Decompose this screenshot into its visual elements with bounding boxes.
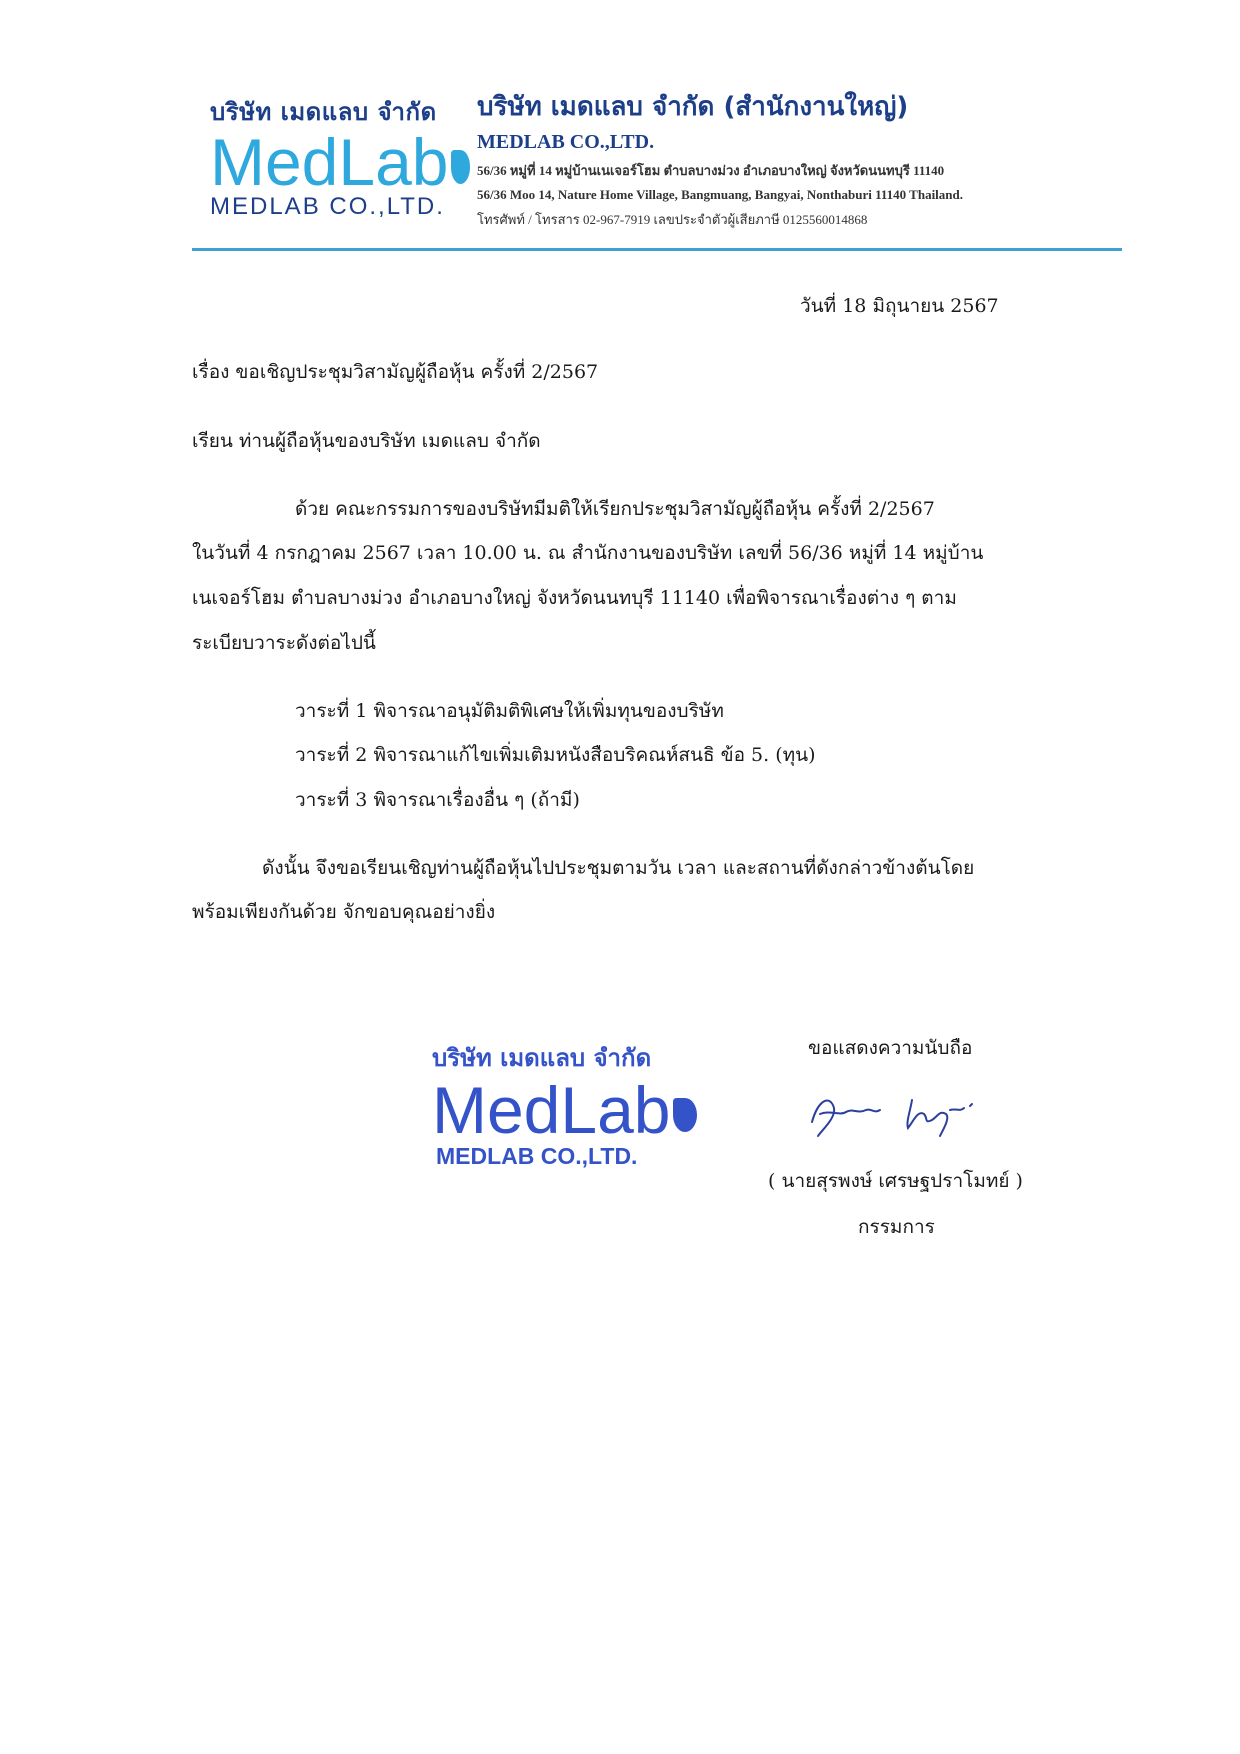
stamp-wordmark <box>432 1073 702 1147</box>
company-english-name: MEDLAB CO.,LTD. <box>477 131 655 153</box>
company-stamp <box>432 1038 702 1170</box>
drop-icon <box>451 150 470 184</box>
company-logo <box>210 92 470 221</box>
logo-english-name: MEDLAB CO.,LTD. <box>210 193 445 220</box>
address-thai: 56/36 หมู่ที่ 14 หมู่บ้านเนเจอร์โฮม ตำบลบางม่วง อำเภอบางใหญ่ จังหวัดนนทบุรี 11140 <box>477 163 945 178</box>
closing-text: ขอแสดงความนับถือ <box>808 1037 973 1059</box>
paragraph-line: พร้อมเพียงกันด้วย จักขอบคุณอย่างยิ่ง <box>192 901 496 923</box>
stamp-wordmark-text: MedLab <box>432 1073 671 1147</box>
company-info <box>477 86 1137 230</box>
address-english: 56/36 Moo 14, Nature Home Village, Bangmuang, Bangyai, Nonthaburi 11140 Thailand. <box>477 187 964 202</box>
logo-wordmark <box>210 125 470 199</box>
stamp-thai-name: บริษัท เมดแลบ จำกัด <box>432 1044 652 1072</box>
logo-thai-name: บริษัท เมดแลบ จำกัด <box>210 98 437 126</box>
logo-wordmark-text: MedLab <box>210 125 449 199</box>
agenda-item: วาระที่ 3 พิจารณาเรื่องอื่น ๆ (ถ้ามี) <box>295 789 580 811</box>
company-title: บริษัท เมดแลบ จำกัด (สำนักงานใหญ่) <box>477 92 909 122</box>
agenda-item: วาระที่ 1 พิจารณาอนุมัติมติพิเศษให้เพิ่มทุนของบริษัท <box>295 700 724 722</box>
letter-salutation: เรียน ท่านผู้ถือหุ้นของบริษัท เมดแลบ จำกัด <box>192 430 541 452</box>
paragraph-line: เนเจอร์โฮม ตำบลบางม่วง อำเภอบางใหญ่ จังหวัดนนทบุรี 11140 เพื่อพิจารณาเรื่องต่าง ๆ ตาม <box>192 587 957 609</box>
stamp-english-name: MEDLAB CO.,LTD. <box>436 1143 638 1169</box>
paragraph-line: ในวันที่ 4 กรกฎาคม 2567 เวลา 10.00 น. ณ สำนักงานของบริษัท เลขที่ 56/36 หมู่ที่ 14 หมู่บ้าน <box>192 542 984 564</box>
contact-line: โทรศัพท์ / โทรสาร 02-967-7919 เลขประจำตัวผู้เสียภาษี 0125560014868 <box>477 212 868 227</box>
letter-date: วันที่ 18 มิถุนายน 2567 <box>800 295 999 317</box>
handwritten-signature <box>800 1080 1000 1150</box>
paragraph-line: ดังนั้น จึงขอเรียนเชิญท่านผู้ถือหุ้นไปประชุมตามวัน เวลา และสถานที่ดังกล่าวข้างต้นโดย <box>262 857 975 879</box>
paragraph-line: ด้วย คณะกรรมการของบริษัทมีมติให้เรียกประชุมวิสามัญผู้ถือหุ้น ครั้งที่ 2/2567 <box>295 498 935 520</box>
drop-icon <box>673 1098 697 1132</box>
agenda-item: วาระที่ 2 พิจารณาแก้ไขเพิ่มเติมหนังสือบริคณห์สนธิ ข้อ 5. (ทุน) <box>295 744 816 766</box>
paragraph-line: ระเบียบวาระดังต่อไปนี้ <box>192 632 376 654</box>
signer-name: ( นายสุรพงษ์ เศรษฐปราโมทย์ ) <box>768 1170 1023 1192</box>
letter-subject: เรื่อง ขอเชิญประชุมวิสามัญผู้ถือหุ้น ครั้งที่ 2/2567 <box>192 361 599 383</box>
signer-title: กรรมการ <box>858 1216 935 1238</box>
header-divider <box>192 248 1122 251</box>
